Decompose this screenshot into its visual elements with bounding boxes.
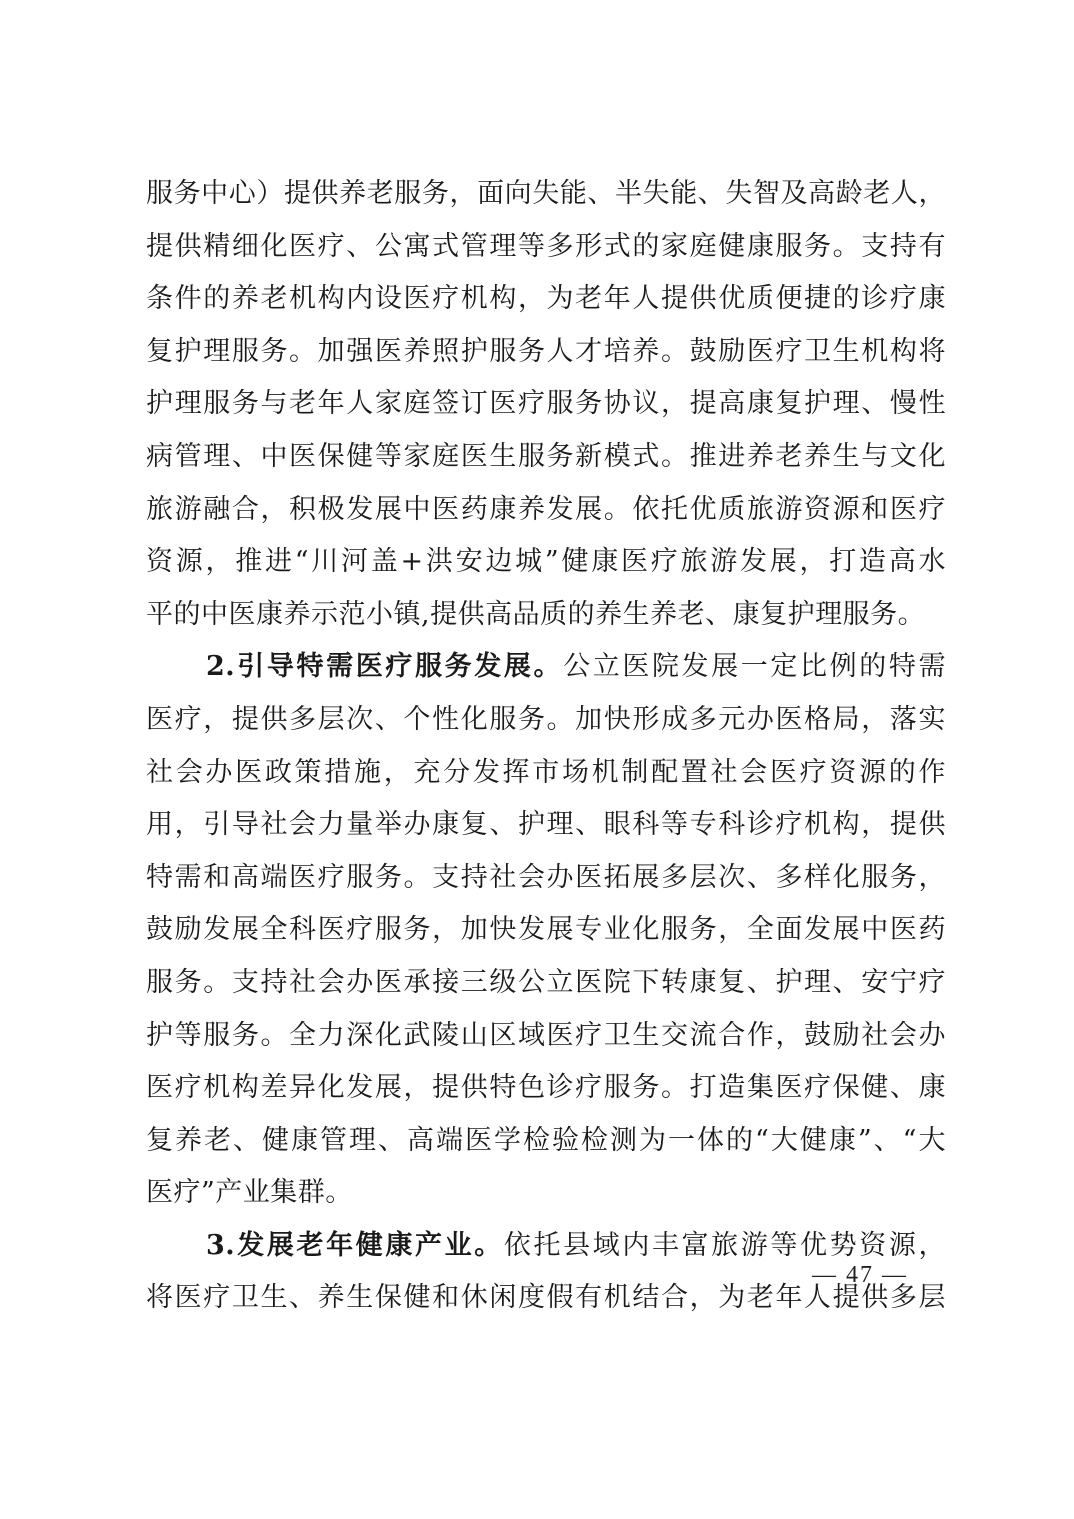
page-number: — 47 —: [812, 1262, 908, 1288]
paragraph-line: 复护理服务。加强医养照护服务人才培养。鼓励医疗卫生机构将: [146, 335, 946, 367]
paragraph-line: 条件的养老机构内设医疗机构，为老年人提供优质便捷的诊疗康: [146, 283, 946, 315]
section-2-first-line: [146, 641, 946, 694]
section-2-heading: 2.引导特需医疗服务发展。: [206, 651, 564, 683]
paragraph-line: 社会办医政策措施，充分发挥市场机制配置社会医疗资源的作: [146, 756, 946, 788]
paragraph-line: 提供精细化医疗、公寓式管理等多形式的家庭健康服务。支持有: [146, 230, 946, 262]
paragraph-line: 资源，推进“川河盖+洪安边城”健康医疗旅游发展，打造高水: [146, 546, 946, 578]
section-2-first-line-text: 公立医院发展一定比例的特需: [563, 651, 946, 683]
paragraph-line: 医疗机构差异化发展，提供特色诊疗服务。打造集医疗保健、康: [146, 1072, 946, 1104]
paragraph-line: 护理服务与老年人家庭签订医疗服务协议，提高康复护理、慢性: [146, 388, 946, 420]
paragraph-line: 服务中心）提供养老服务，面向失能、半失能、失智及高龄老人，: [146, 178, 946, 209]
paragraph-line: 旅游融合，积极发展中医药康养发展。依托优质旅游资源和医疗: [146, 493, 946, 525]
paragraph-line: 平的中医康养示范小镇,提供高品质的养生养老、康复护理服务。: [146, 598, 926, 630]
body-text: [146, 168, 946, 1325]
paragraph-line: 复养老、健康管理、高端医学检验检测为一体的“大健康”、“大: [146, 1124, 946, 1156]
paragraph-line: 用，引导社会力量举办康复、护理、眼科等专科诊疗机构，提供: [146, 809, 946, 841]
section-3-first-line-text: 依托县域内丰富旅游等优势资源，: [503, 1229, 946, 1261]
paragraph-line: 医疗”产业集群。: [146, 1177, 353, 1209]
paragraph-line: 特需和高端医疗服务。支持社会办医拓展多层次、多样化服务，: [146, 861, 946, 893]
section-3-heading: 3.发展老年健康产业。: [206, 1229, 504, 1261]
paragraph-line: 鼓励发展全科医疗服务，加快发展专业化服务，全面发展中医药: [146, 914, 946, 946]
paragraph-line: 将医疗卫生、养生保健和休闲度假有机结合，为老年人提供多层: [146, 1282, 946, 1314]
paragraph-line: 医疗，提供多层次、个性化服务。加快形成多元办医格局，落实: [146, 703, 946, 735]
paragraph-line: 服务。支持社会办医承接三级公立医院下转康复、护理、安宁疗: [146, 966, 946, 998]
paragraph-line: 护等服务。全力深化武陵山区域医疗卫生交流合作，鼓励社会办: [146, 1019, 946, 1051]
paragraph-line: 病管理、中医保健等家庭医生服务新模式。推进养老养生与文化: [146, 440, 946, 472]
